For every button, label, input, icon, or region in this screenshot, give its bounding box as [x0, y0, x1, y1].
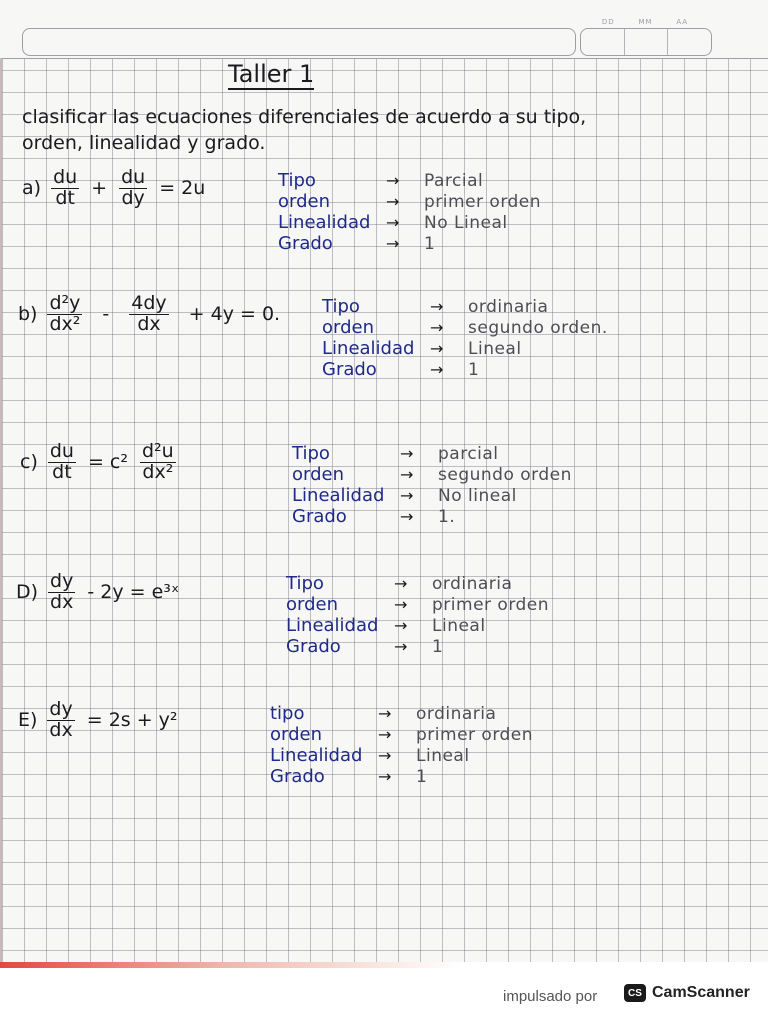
problem-label: c)	[20, 451, 38, 474]
fraction: $\frac{du}{dt}$	[53, 166, 78, 209]
classification-a: Tipo → Parcial orden → primer orden Linealidad → No Lineal Grado → 1	[278, 170, 542, 254]
cs-badge-icon: CS	[624, 984, 646, 1002]
classification-c: Tipo → parcial orden → segundo orden Linealidad → No lineal Grado → 1.	[292, 443, 572, 527]
fraction: $\frac{du}{dt}$	[49, 440, 74, 483]
fraction: $\frac{4dy}{dx}$	[131, 292, 167, 335]
equation-e: E) $\frac{dy}{dx}$ = 2s + y²	[18, 698, 178, 741]
classification-d: Tipo → ordinaria orden → primer orden Linealidad → Lineal Grado → 1	[286, 573, 550, 657]
problem-label: D)	[16, 581, 39, 604]
date-label-day: DD	[601, 18, 615, 26]
fraction: $\frac{du}{dy}$	[121, 166, 146, 209]
date-label-year: AA	[676, 18, 689, 26]
equation-d: D) $\frac{dy}{dx}$ - 2y = e³ˣ	[16, 570, 180, 613]
camscanner-logo	[624, 984, 750, 1002]
classification-e: tipo → ordinaria orden → primer orden Linealidad → Lineal Grado → 1	[270, 703, 534, 787]
date-labels	[590, 18, 700, 26]
problem-label: E)	[18, 709, 38, 732]
fraction: $\frac{dy}{dx}$	[49, 698, 73, 741]
page-title: Taller 1	[228, 60, 315, 88]
equation-b: b) $\frac{\text{d²y}}{\text{dx²}}$ - $\frac{4dy}{dx}$ + 4y = 0.	[18, 292, 281, 335]
powered-by-text: impulsado por	[503, 988, 598, 1005]
equation-a: a) $\frac{du}{dt}$ + $\frac{du}{dy}$ = 2u	[22, 166, 206, 209]
header-field	[22, 28, 576, 56]
equation-c: c) $\frac{du}{dt}$ = c² $\frac{\text{d²u}}{\text{dx²}}$	[20, 440, 174, 483]
scanner-footer	[0, 962, 768, 1024]
notebook-edge	[0, 962, 768, 968]
fraction: $\frac{dy}{dx}$	[50, 570, 74, 613]
problem-label: a)	[22, 177, 42, 200]
camscanner-brand: CamScanner	[652, 984, 750, 1001]
page-header-band	[0, 0, 768, 59]
classification-b: Tipo → ordinaria orden → segundo orden. Linealidad → Lineal Grado → 1	[322, 296, 608, 380]
fraction: $\frac{\text{d²u}}{\text{dx²}}$	[142, 440, 174, 483]
date-field	[580, 28, 712, 56]
instructions	[22, 104, 586, 156]
date-label-month: MM	[638, 18, 653, 26]
problem-label: b)	[18, 303, 38, 326]
fraction: $\frac{\text{d²y}}{\text{dx²}}$	[49, 292, 81, 335]
instructions-line-1: clasificar las ecuaciones diferenciales de acuerdo a su tipo,	[22, 106, 587, 128]
instructions-line-2: orden, linealidad y grado.	[22, 132, 266, 154]
page-margin-line	[0, 58, 2, 962]
